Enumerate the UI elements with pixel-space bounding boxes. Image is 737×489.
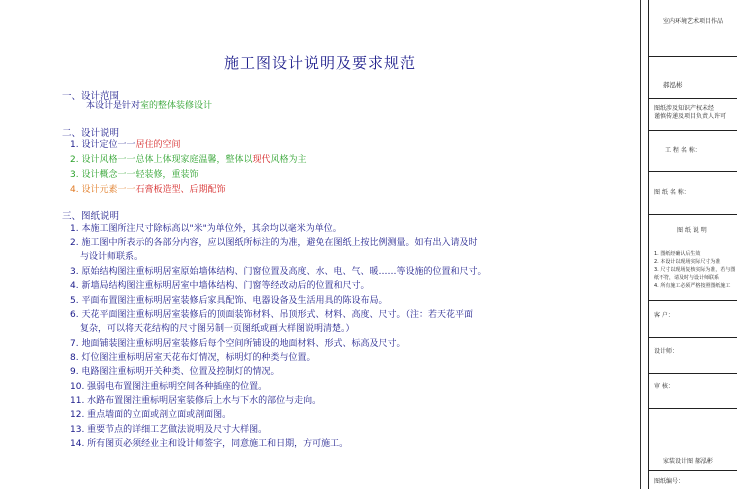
divider bbox=[649, 470, 737, 471]
page-title: 施工图设计说明及要求规范 bbox=[223, 54, 416, 72]
design-item-1-value: 居住的空间 bbox=[135, 140, 181, 150]
client-label: 客 户： bbox=[654, 312, 674, 319]
divider bbox=[649, 300, 737, 301]
divider bbox=[649, 373, 737, 374]
design-item-4-value: 石膏板造型、后期配饰 bbox=[135, 185, 226, 195]
divider bbox=[649, 56, 737, 57]
bottom-designer: 家装设计图 郝泓彬 bbox=[663, 458, 713, 465]
design-item-1 bbox=[70, 139, 180, 151]
design-item-4 bbox=[70, 184, 225, 196]
note-line: 3. 尺寸以现场复核实际为准，若与图 bbox=[654, 267, 736, 273]
drawing-note: 12. 重点墙面的立面或剖立面或剖面图。 bbox=[70, 410, 232, 420]
note-line: 2. 本设计以现场实际尺寸为准 bbox=[654, 259, 721, 265]
design-item-2-text: 2. 设计风格一一总体上体现家庭温馨，整体以 bbox=[70, 155, 253, 165]
note-line: 纸不符，请及时与设计师联系 bbox=[654, 275, 720, 281]
section-3-heading: 三、图纸说明 bbox=[62, 211, 120, 222]
section-1-line bbox=[86, 100, 212, 112]
scope-text: 本设计是针对 bbox=[86, 101, 141, 111]
section-1-heading: 一、设计范围 bbox=[62, 91, 120, 102]
title-block bbox=[648, 0, 737, 489]
divider bbox=[649, 408, 737, 409]
design-item-2-style: 现代 bbox=[252, 155, 271, 165]
page-border bbox=[640, 0, 641, 489]
drawing-note: 2. 施工图中所表示的各部分内容，应以图纸所标注的为准，避免在图纸上按比例测量。如有出入请及时 bbox=[70, 238, 478, 248]
drawing-note: 9. 电路图注重标明开关种类、位置及控制灯的情况。 bbox=[70, 367, 280, 377]
project-name-label: 工 程 名 称： bbox=[665, 147, 701, 154]
design-item-2 bbox=[70, 154, 306, 166]
design-item-2-suffix: 风格为主 bbox=[270, 155, 307, 165]
designer-label: 设计师： bbox=[654, 348, 679, 355]
section-2-heading: 二、设计说明 bbox=[62, 128, 120, 139]
company-name: 室内环境艺术项目作品 bbox=[663, 18, 724, 25]
copyright-line-2: 谨慎传递及项目负责人许可 bbox=[654, 113, 727, 120]
note-line: 1. 图纸经确认后生效 bbox=[654, 251, 701, 257]
drawing-note: 6. 天花平面图注重标明居室装修后的顶面装饰材料、吊顶形式、材料、高度、尺寸。（注：若天花平面 bbox=[70, 310, 473, 320]
divider bbox=[649, 171, 737, 172]
drawing-note: 8. 灯位图注重标明居室天花布灯情况，标明灯的种类与位置。 bbox=[70, 353, 316, 363]
drawing-note: 3. 原始结构图注重标明居室原始墙体结构、门窗位置及高度、水、电、气、暖……等设施的位置和尺寸。 bbox=[70, 267, 487, 277]
designer-signature: 郝泓彬 bbox=[663, 81, 683, 89]
drawing-note: 14. 所有图页必须经业主和设计师签字，同意施工和日期，方可施工。 bbox=[70, 439, 349, 449]
review-label: 审 核： bbox=[654, 383, 674, 390]
drawing-name-label: 图 纸 名 称： bbox=[654, 189, 690, 196]
note-line: 4. 所有施工必须严格按照图纸施工 bbox=[654, 283, 731, 289]
drawing-note: 7. 地面铺装图注重标明居室装修后每个空间所铺设的地面材料、形式、标高及尺寸。 bbox=[70, 339, 406, 349]
copyright-line-1: 图纸涉及知识产权未经 bbox=[654, 105, 715, 112]
design-item-3: 3. 设计概念一一轻装修，重装饰 bbox=[70, 170, 199, 180]
scope-highlight: 室的整体装修设计 bbox=[140, 101, 213, 111]
divider bbox=[649, 337, 737, 338]
design-item-4-label: 4. 设计元素一一 bbox=[70, 185, 136, 195]
drawing-note: 4. 新墙局结构图注重标明居室中墙体结构、门窗等经改动后的位置和尺寸。 bbox=[70, 281, 370, 291]
drawing-note: 5. 平面布置图注重标明居室装修后家具配饰、电器设备及生活用具的陈设布局。 bbox=[70, 296, 388, 306]
drawing-note: 10. 强弱电布置图注重标明空间各种插座的位置。 bbox=[70, 382, 268, 392]
drawing-note: 与设计师联系。 bbox=[80, 252, 144, 262]
divider bbox=[649, 130, 737, 131]
drawing-note: 13. 重要节点的详细工艺做法说明及尺寸大样图。 bbox=[70, 425, 268, 435]
divider bbox=[649, 98, 737, 99]
drawing-note: 11. 水路布置图注重标明居室装修后上水与下水的部位与走向。 bbox=[70, 396, 322, 406]
notes-title: 图 纸 说 明 bbox=[677, 227, 707, 234]
design-item-1-label: 1. 设计定位一一 bbox=[70, 140, 136, 150]
divider bbox=[649, 214, 737, 215]
drawing-number-label: 图纸编号： bbox=[654, 478, 685, 485]
drawing-note: 1. 本施工图所注尺寸除标高以"米"为单位外，其余均以毫米为单位。 bbox=[70, 224, 342, 234]
drawing-note: 复杂，可以将天花结构的尺寸图另制一页图纸或画大样图说明清楚。） bbox=[80, 324, 355, 334]
